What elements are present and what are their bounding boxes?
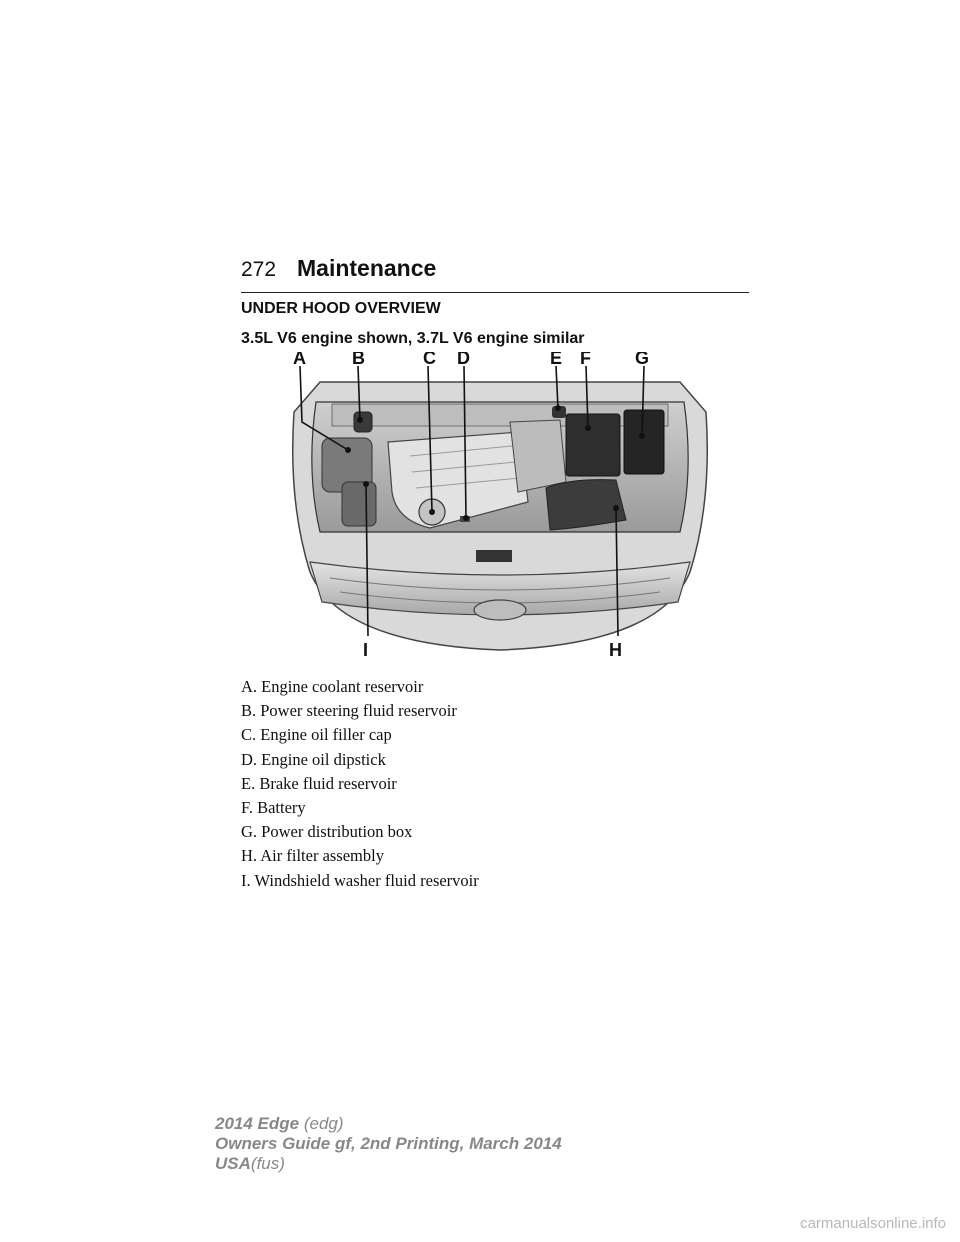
callout-h: H <box>609 640 622 660</box>
callout-c: C <box>423 352 436 368</box>
footer-model-code: (edg) <box>303 1114 344 1133</box>
callout-b: B <box>352 352 365 368</box>
page-number: 272 <box>241 258 277 281</box>
footer-model: 2014 Edge <box>215 1114 300 1133</box>
ford-oval-emblem <box>474 600 526 620</box>
page-footer <box>215 1114 562 1174</box>
component-legend <box>241 677 479 895</box>
air-filter-assembly <box>546 480 626 530</box>
legend-item: D. Engine oil dipstick <box>241 749 386 769</box>
power-steering-reservoir <box>354 412 372 432</box>
legend-item: H. Air filter assembly <box>241 846 384 866</box>
figure-caption: 3.5L V6 engine shown, 3.7L V6 engine similar <box>241 330 585 347</box>
footer-model-line <box>215 1114 562 1134</box>
washer-fluid-reservoir <box>342 482 376 526</box>
air-intake <box>510 420 566 492</box>
footer-guide: Owners Guide gf, 2nd Printing, March 2014 <box>215 1134 562 1153</box>
engine-bay-drawing <box>280 352 720 662</box>
callout-d: D <box>457 352 470 368</box>
callout-a: A <box>293 352 306 368</box>
footer-region-code: (fus) <box>250 1154 285 1173</box>
legend-item: E. Brake fluid reservoir <box>241 773 397 793</box>
hood-latch <box>476 550 512 562</box>
callout-e: E <box>550 352 563 368</box>
battery <box>566 414 620 476</box>
callout-g: G <box>635 352 650 368</box>
watermark: carmanualsonline.info <box>800 1215 946 1232</box>
legend-item: B. Power steering fluid reservoir <box>241 701 457 721</box>
callout-i: I <box>363 640 369 660</box>
callout-f: F <box>580 352 591 368</box>
legend-item: G. Power distribution box <box>241 822 413 842</box>
footer-region-line <box>215 1154 562 1174</box>
legend-item: C. Engine oil filler cap <box>241 725 392 745</box>
power-distribution-box <box>624 410 664 474</box>
legend-item: A. Engine coolant reservoir <box>241 677 424 696</box>
section-title: Maintenance <box>297 255 437 281</box>
page-header <box>241 255 749 293</box>
section-heading: UNDER HOOD OVERVIEW <box>241 300 441 317</box>
footer-region: USA <box>215 1154 251 1173</box>
legend-item: F. Battery <box>241 797 306 817</box>
legend-item: I. Windshield washer fluid reservoir <box>241 870 479 890</box>
engine-bay-illustration <box>280 352 720 662</box>
